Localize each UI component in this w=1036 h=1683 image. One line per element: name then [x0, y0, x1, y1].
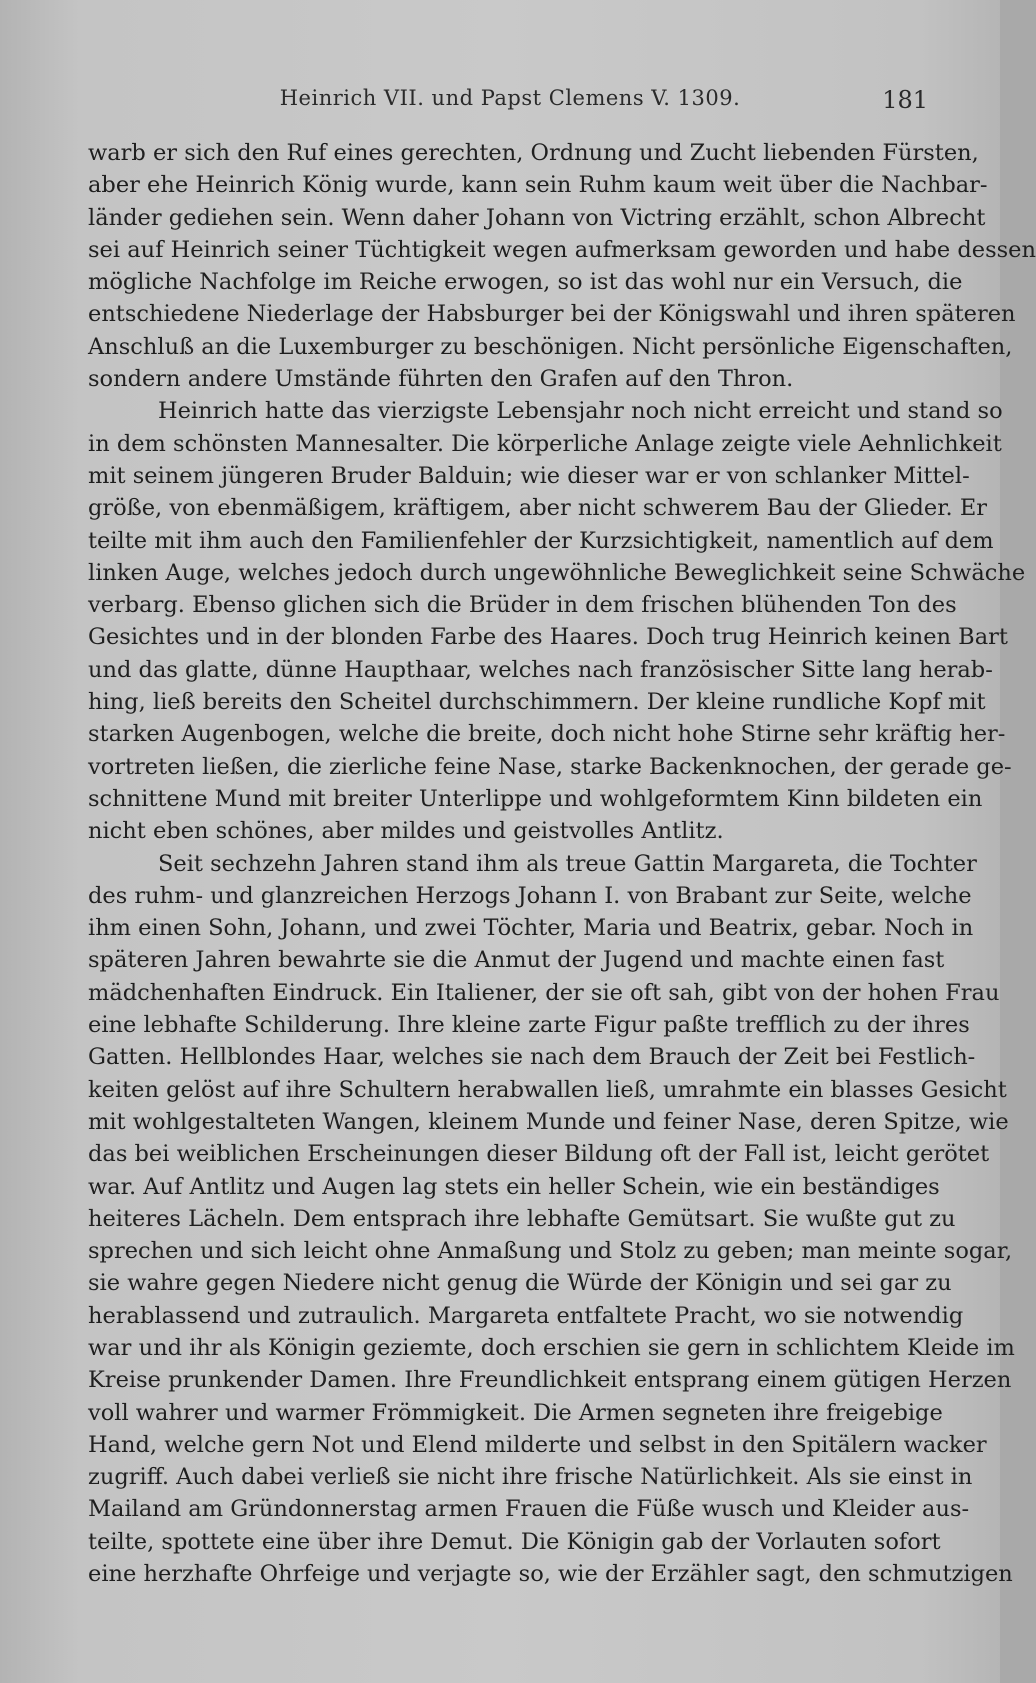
text-line: das bei weiblichen Erscheinungen dieser Bildung oft der Fall ist, leicht gerötet — [88, 1141, 990, 1168]
text-line: Kreise prunkender Damen. Ihre Freundlichkeit entsprang einem gütigen Herzen — [88, 1367, 1012, 1394]
text-line: voll wahrer und warmer Frömmigkeit. Die Armen segneten ihre freigebige — [88, 1399, 943, 1426]
text-line: sei auf Heinrich seiner Tüchtigkeit wegen aufmerksam geworden und habe dessen — [88, 236, 1036, 263]
text-line: warb er sich den Ruf eines gerechten, Ordnung und Zucht liebenden Fürsten, — [88, 140, 979, 166]
text-line: vortreten ließen, die zierliche feine Nase, starke Backenknochen, der gerade ge- — [88, 753, 1012, 780]
text-line: starken Augenbogen, welche die breite, doch nicht hohe Stirne sehr kräftig her- — [88, 721, 1006, 748]
text-line: eine herzhafte Ohrfeige und verjagte so, wie der Erzähler sagt, den schmutzigen — [88, 1561, 1013, 1588]
text-line: war. Auf Antlitz und Augen lag stets ein heller Schein, wie ein beständiges — [88, 1173, 940, 1200]
text-line: zugriff. Auch dabei verließ sie nicht ihre frische Natürlichkeit. Als sie einst in — [88, 1464, 973, 1491]
text-line: war und ihr als Königin geziemte, doch erschien sie gern in schlichtem Kleide im — [88, 1334, 1015, 1361]
text-line: ihm einen Sohn, Johann, und zwei Töchter, Maria und Beatrix, gebar. Noch in — [88, 915, 974, 942]
text-line: mit seinem jüngeren Bruder Balduin; wie dieser war er von schlanker Mittel- — [88, 462, 970, 489]
paragraph-start-line: Heinrich hatte das vierzigste Lebensjahr noch nicht erreicht und stand so — [158, 398, 1003, 425]
text-line: keiten gelöst auf ihre Schultern herabwallen ließ, umrahmte ein blasses Gesicht — [88, 1076, 1007, 1103]
body-text — [88, 137, 1036, 1590]
text-line: in dem schönsten Mannesalter. Die körperliche Anlage zeigte viele Aehnlichkeit — [88, 430, 1002, 457]
text-line: verbarg. Ebenso glichen sich die Brüder in dem frischen blühenden Ton des — [88, 592, 957, 619]
text-line: länder gediehen sein. Wenn daher Johann von Victring erzählt, schon Albrecht — [88, 204, 986, 231]
paragraph-start-line: Seit sechzehn Jahren stand ihm als treue Gattin Margareta, die Tochter — [158, 850, 977, 877]
text-line: mögliche Nachfolge im Reiche erwogen, so ist das wohl nur ein Versuch, die — [88, 269, 963, 296]
text-line: schnittene Mund mit breiter Unterlippe und wohlgeformtem Kinn bildeten ein — [88, 785, 983, 812]
text-line: sie wahre gegen Niedere nicht genug die Würde der Königin und sei gar zu — [88, 1270, 952, 1297]
text-line: entschiedene Niederlage der Habsburger bei der Königswahl und ihren späteren — [88, 301, 1016, 328]
text-line: teilte, spottete eine über ihre Demut. Die Königin gab der Vorlauten sofort — [88, 1528, 941, 1555]
text-line: Gesichtes und in der blonden Farbe des Haares. Doch trug Heinrich keinen Bart — [88, 624, 1008, 651]
text-line: eine lebhafte Schilderung. Ihre kleine zarte Figur paßte trefflich zu der ihres — [88, 1012, 970, 1039]
text-line: sondern andere Umstände führten den Grafen auf den Thron. — [88, 366, 794, 393]
page-header — [90, 82, 930, 118]
text-line: linken Auge, welches jedoch durch ungewöhnliche Beweglichkeit seine Schwäche — [88, 559, 1026, 586]
text-line: Hand, welche gern Not und Elend milderte und selbst in den Spitälern wacker — [88, 1431, 987, 1458]
text-line: Mailand am Gründonnerstag armen Frauen die Füße wusch und Kleider aus- — [88, 1496, 970, 1523]
text-line: hing, ließ bereits den Scheitel durchschimmern. Der kleine rundliche Kopf mit — [88, 689, 986, 716]
text-line: des ruhm- und glanzreichen Herzogs Johann I. von Brabant zur Seite, welche — [88, 882, 972, 909]
text-line: Gatten. Hellblondes Haar, welches sie nach dem Brauch der Zeit bei Festlich- — [88, 1044, 976, 1071]
text-line: sprechen und sich leicht ohne Anmaßung und Stolz zu geben; man meinte sogar, — [88, 1238, 1013, 1265]
text-line: und das glatte, dünne Haupthaar, welches nach französischer Sitte lang herab- — [88, 656, 993, 683]
page-number: 181 — [882, 86, 928, 114]
text-line: herablassend und zutraulich. Margareta entfaltete Pracht, wo sie notwendig — [88, 1302, 964, 1329]
text-line: nicht eben schönes, aber mildes und geistvolles Antlitz. — [88, 818, 724, 845]
text-line: mit wohlgestalteten Wangen, kleinem Munde und feiner Nase, deren Spitze, wie — [88, 1108, 1009, 1135]
text-line: größe, von ebenmäßigem, kräftigem, aber nicht schwerem Bau der Glieder. Er — [88, 495, 988, 522]
text-line: teilte mit ihm auch den Familienfehler der Kurzsichtigkeit, namentlich auf dem — [88, 527, 994, 554]
text-line: mädchenhaften Eindruck. Ein Italiener, der sie oft sah, gibt von der hohen Frau — [88, 979, 1000, 1006]
text-line: späteren Jahren bewahrte sie die Anmut der Jugend und machte einen fast — [88, 947, 945, 974]
text-line: aber ehe Heinrich König wurde, kann sein Ruhm kaum weit über die Nachbar- — [88, 172, 988, 199]
running-head: Heinrich VII. und Papst Clemens V. 1309. — [279, 86, 741, 110]
text-line: heiteres Lächeln. Dem entsprach ihre lebhafte Gemütsart. Sie wußte gut zu — [88, 1205, 956, 1232]
text-line: Anschluß an die Luxemburger zu beschönigen. Nicht persönliche Eigenschaften, — [88, 333, 1013, 360]
